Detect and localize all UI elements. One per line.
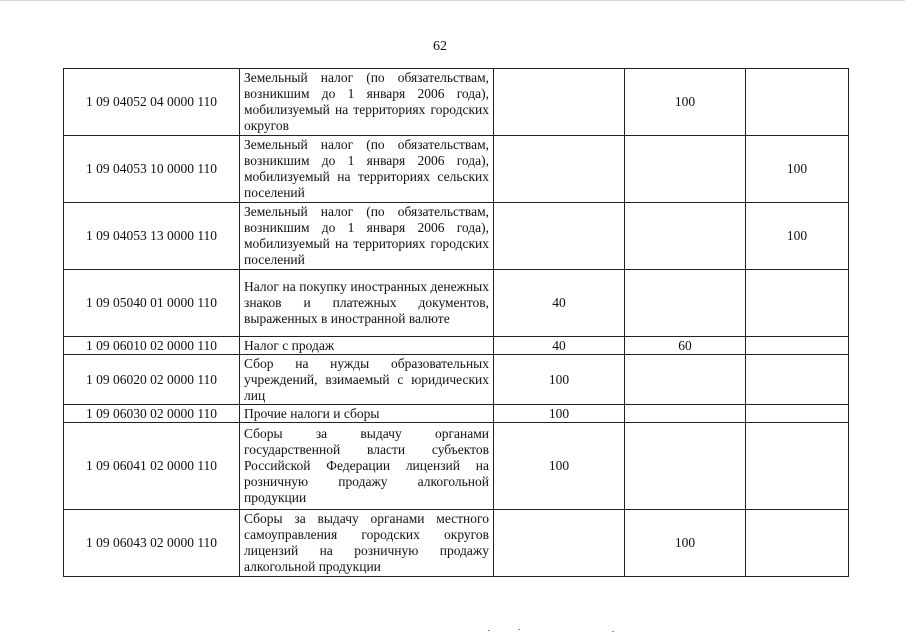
budget-code: 1 09 06041 02 0000 110 [64, 423, 240, 510]
table-row [64, 270, 849, 337]
share-col-3 [746, 337, 849, 355]
scan-edge [0, 0, 905, 7]
budget-code: 1 09 06010 02 0000 110 [64, 337, 240, 355]
budget-code: 1 09 06030 02 0000 110 [64, 405, 240, 423]
tax-name: Сборы за выдачу органами государственной власти субъектов Российской Федерации лицензий на розничную продажу алкогольной продукции [240, 423, 494, 510]
share-col-1: 100 [494, 423, 625, 510]
share-col-2 [625, 405, 746, 423]
budget-code: 1 09 06043 02 0000 110 [64, 510, 240, 577]
share-col-2: 100 [625, 69, 746, 136]
share-col-3 [746, 423, 849, 510]
share-col-2: 60 [625, 337, 746, 355]
table-row [64, 510, 849, 577]
tax-name: Земельный налог (по обязательствам, возникшим до 1 января 2006 года), мобилизуемый на территориях сельских поселений [240, 136, 494, 203]
tax-name: Земельный налог (по обязательствам, возникшим до 1 января 2006 года), мобилизуемый на территориях городских поселений [240, 203, 494, 270]
tax-name: Прочие налоги и сборы [240, 405, 494, 423]
table-row [64, 69, 849, 136]
share-col-2 [625, 355, 746, 405]
table-row [64, 136, 849, 203]
budget-code: 1 09 04053 10 0000 110 [64, 136, 240, 203]
tax-name: Сбор на нужды образовательных учреждений, взимаемый с юридических лиц [240, 355, 494, 405]
share-col-3 [746, 69, 849, 136]
table-row [64, 355, 849, 405]
budget-code: 1 09 04052 04 0000 110 [64, 69, 240, 136]
budget-code: 1 09 05040 01 0000 110 [64, 270, 240, 337]
tax-name: Налог с продаж [240, 337, 494, 355]
share-col-3: 100 [746, 136, 849, 203]
budget-code: 1 09 06020 02 0000 110 [64, 355, 240, 405]
table-row [64, 337, 849, 355]
share-col-1: 100 [494, 355, 625, 405]
table-row [64, 405, 849, 423]
tax-name: Сборы за выдачу органами местного самоуправления городских округов лицензий на розничную продажу алкогольной продукции [240, 510, 494, 577]
share-col-1 [494, 203, 625, 270]
speck [518, 629, 520, 630]
share-col-3 [746, 510, 849, 577]
share-col-2: 100 [625, 510, 746, 577]
share-col-2 [625, 423, 746, 510]
share-col-3 [746, 405, 849, 423]
tax-name: Налог на покупку иностранных денежных знаков и платежных документов, выраженных в иностранной валюте [240, 270, 494, 337]
share-col-1: 100 [494, 405, 625, 423]
table-row [64, 203, 849, 270]
share-col-3 [746, 270, 849, 337]
scan-specks [480, 628, 640, 634]
share-col-1: 40 [494, 270, 625, 337]
share-col-3 [746, 355, 849, 405]
share-col-1: 40 [494, 337, 625, 355]
share-col-1 [494, 69, 625, 136]
speck [488, 630, 490, 631]
share-col-2 [625, 136, 746, 203]
share-col-1 [494, 136, 625, 203]
page-number: 62 [433, 39, 447, 54]
share-col-3: 100 [746, 203, 849, 270]
speck [612, 631, 614, 632]
budget-code: 1 09 04053 13 0000 110 [64, 203, 240, 270]
tax-name: Земельный налог (по обязательствам, возникшим до 1 января 2006 года), мобилизуемый на территориях городских округов [240, 69, 494, 136]
share-col-2 [625, 203, 746, 270]
budget-classification-table [63, 68, 849, 577]
share-col-2 [625, 270, 746, 337]
share-col-1 [494, 510, 625, 577]
table-row [64, 423, 849, 510]
